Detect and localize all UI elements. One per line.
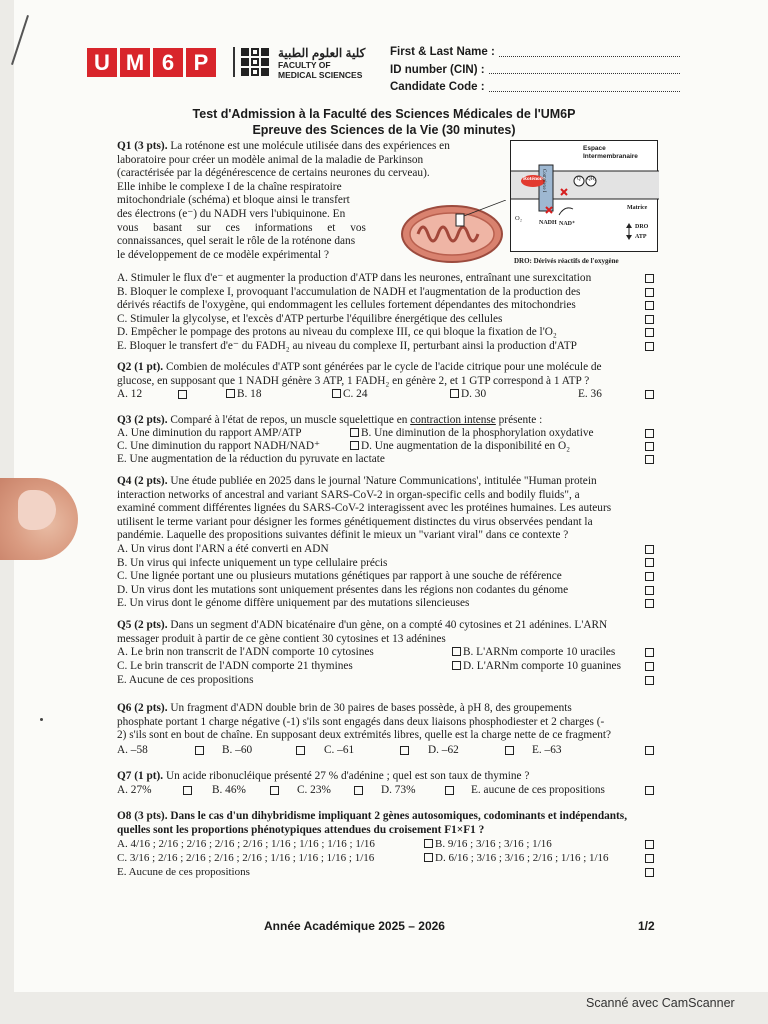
q7-option-b: B. 46% (212, 784, 246, 796)
q5-option-d[interactable]: D. L'ARNm comporte 10 guanines (452, 660, 621, 674)
id-field-label: ID number (CIN) : (390, 63, 485, 76)
q7-option-a: A. 27% (117, 784, 152, 796)
q4-checkbox-c[interactable] (645, 572, 654, 581)
ink-dot (40, 718, 43, 721)
q8-checkbox-1[interactable] (645, 840, 654, 849)
q7-stem: Q7 (1 pt). Un acide ribonucléique présenté 27 % d'adénine ; quel est son taux de thymine ? (117, 770, 530, 782)
q4-label: Q4 (2 pts). (117, 475, 168, 487)
q8-checkbox-2[interactable] (645, 854, 654, 863)
q5-checkbox-2[interactable] (645, 662, 654, 671)
exam-title (0, 106, 768, 138)
logo-letter: U (87, 48, 117, 77)
q6-checkbox-a[interactable] (195, 746, 204, 755)
q6-checkbox-c[interactable] (400, 746, 409, 755)
q1-option-d: D. Empêcher le pompage des protons au niveau du complexe III, ce qui bloque la fixation de l'O₂ (117, 326, 557, 338)
name-field-label: First & Last Name : (390, 46, 495, 58)
exam-title-sub: Epreuve des Sciences de la Vie (30 minutes) (252, 123, 516, 137)
q1-line: des électrons (e⁻) du NADH vers l'ubiquinone. En (117, 207, 346, 220)
diagram-legend: DRO: Dérivés réactifs de l'oxygène (514, 257, 619, 265)
q1-line: Elle inhibe le complexe I de la chaîne respiratoire (117, 180, 342, 193)
logo-divider (233, 47, 235, 77)
exam-title-main: Test d'Admission à la Faculté des Sciences Médicales de l'UM6P (192, 107, 576, 121)
q2-label: Q2 (1 pt). (117, 361, 164, 373)
diagram-label-espace: Espace (583, 145, 606, 152)
q4-stem: Q4 (2 pts). Une étude publiée en 2025 dans le journal 'Nature Communications', intitulée "Human protein interaction networks of ancestral and variant SARS-CoV-2 in organ-specific cells and bodily fluids", a examiné comment différentes lignées du SARS-CoV-2 interagissent avec les protéines humaines. Les auteurs utilisent le terme variant pour désigner les formes génétiquement distinctes du virus observées pendant la pandémie. Laquelle des propositions suivantes définit le mieux un "variant viral" dans ce contexte ? A. Un virus dont l'ARN a été converti en ADN B. Un virus qui infecte uniquement un type cellulaire précis C. Une lignée portant une ou plusieurs mutations génétiques par rapport à une souche de référence D. Un virus dont les mutations sont uniquement présentes dans les régions non codantes du génome E. Un virus dont le génome diffère uniquement par des mutations silencieuses (117, 475, 612, 610)
q4-checkbox-b[interactable] (645, 558, 654, 567)
q2-option-d[interactable]: D. 30 (450, 388, 486, 402)
q7-checkbox-a[interactable] (183, 786, 192, 795)
q3-option-b[interactable]: B. Une diminution de la phosphorylation oxydative (350, 427, 594, 441)
q6-checkbox-b[interactable] (296, 746, 305, 755)
faculty-name (278, 46, 365, 80)
diagram-label-atp: ATP (635, 234, 647, 240)
q4-checkbox-d[interactable] (645, 586, 654, 595)
q5-stem: Q5 (2 pts). Dans un segment d'ADN bicaténaire d'un gène, on a compté 40 cytosines et 21 adénines. L'ARN messager produit à partir de ce gène contient 30 cytosines et 13 adénines (117, 619, 608, 645)
q3-option-a: A. Une diminution du rapport AMP/ATP (117, 427, 302, 439)
q7-checkbox-b[interactable] (270, 786, 279, 795)
q6-option-c: C. –61 (324, 744, 355, 756)
diagram-label-dro: DRO (635, 224, 649, 230)
faculty-emblem-icon (241, 48, 269, 76)
q1-line: (caractérisée par la dégénérescence de certains neurones du cerveau). (117, 167, 430, 180)
q8-option-d[interactable]: D. 6/16 ; 3/16 ; 3/16 ; 2/16 ; 1/16 ; 1/16 (424, 852, 609, 866)
logo-letter: 6 (153, 48, 183, 77)
diagram-label-nad: NAD⁺ (559, 221, 576, 227)
q3-checkbox-1[interactable] (645, 429, 654, 438)
q1-option-a: A. Stimuler le flux d'e⁻ et augmenter la production d'ATP dans les neurones, entraînant une surexcitation (117, 272, 592, 284)
q2-option-c[interactable]: C. 24 (332, 388, 367, 402)
q1-label: Q1 (3 pts). (117, 140, 168, 152)
q1-line: connaissances, quel serait le rôle de la roténone dans (117, 235, 356, 248)
q3-checkbox-e[interactable] (645, 455, 654, 464)
candidate-code-field[interactable] (390, 79, 680, 97)
page-number: 1/2 (638, 919, 655, 933)
q2-option-a: A. 12 (117, 388, 143, 400)
diagram-label-matrice: Matrice (627, 205, 648, 211)
q6-option-a: A. –58 (117, 744, 148, 756)
q1-checkbox-d[interactable] (645, 328, 654, 337)
q1-line: le développement de ce modèle expérimental ? (117, 248, 330, 261)
faculty-name-line2: MEDICAL SCIENCES (278, 70, 363, 80)
academic-year: Année Académique 2025 – 2026 (264, 919, 445, 933)
q8-option-c: C. 3/16 ; 2/16 ; 2/16 ; 2/16 ; 2/16 ; 1/16 ; 1/16 ; 1/16 ; 1/16 (117, 852, 375, 864)
logo-letter: P (186, 48, 216, 77)
diagram-label-rotenone: Roténone (523, 176, 546, 182)
q1-option-b: B. Bloquer le complexe I, provoquant l'accumulation de NADH et l'augmentation de la production des (117, 285, 581, 298)
q1-checkbox-b2[interactable] (645, 301, 654, 310)
q8-checkbox-e[interactable] (645, 868, 654, 877)
q7-label: Q7 (1 pt). (117, 770, 164, 782)
q2-checkbox-a[interactable] (178, 390, 187, 399)
q4-option-c: C. Une lignée portant une ou plusieurs mutations génétiques par rapport à une souche de référence (117, 570, 562, 583)
q1-line: vous basant sur ces informations et vos (117, 221, 366, 234)
q5-option-c: C. Le brin transcrit de l'ADN comporte 21 thymines (117, 660, 353, 672)
q6-stem: Q6 (2 pts). Un fragment d'ADN double brin de 30 paires de bases possède, à pH 8, des groupements phosphate portant 1 charge négative (-1) s'ils sont engagés dans deux liaisons phosphodiester et 2 charges (- 2) s'ils sont en bout de chaîne. En supposant deux extrémités libres, quelle est la charge nette de ce fragment? (117, 702, 612, 742)
name-field[interactable] (390, 44, 680, 62)
q1-line: La roténone est une molécule utilisée dans des expériences en (167, 140, 450, 152)
diagram-label-nadh: NADH (539, 220, 557, 226)
q8-option-e: E. Aucune de ces propositions (117, 866, 250, 878)
q4-option-b: B. Un virus qui infecte uniquement un type cellulaire précis (117, 556, 388, 569)
q1-checkbox-e[interactable] (645, 342, 654, 351)
q7-option-d: D. 73% (381, 784, 416, 796)
q1-line: laboratoire pour créer un modèle animal de la maladie de Parkinson (117, 153, 424, 166)
q1-checkbox-c[interactable] (645, 315, 654, 324)
mitochondrion-illustration (398, 200, 506, 266)
q3-option-d[interactable]: D. Une augmentation de la disponibilité en O₂ (350, 440, 570, 454)
q4-option-a: A. Un virus dont l'ARN a été converti en ADN (117, 542, 329, 555)
q5-option-e: E. Aucune de ces propositions (117, 674, 254, 686)
q3-checkbox-2[interactable] (645, 442, 654, 451)
q6-option-b: B. –60 (222, 744, 253, 756)
q6-option-d: D. –62 (428, 744, 459, 756)
q2-checkbox-e[interactable] (645, 390, 654, 399)
q2-option-e: E. 36 (578, 388, 602, 400)
q2-stem: Q2 (1 pt). Combien de molécules d'ATP sont générées par le cycle de l'acide citrique pour une molécule de glucose, en supposant que 1 NADH génère 3 ATP, 1 FADH₂ en génère 2, et 1 GTP correspond à 1 ATP ? (117, 361, 602, 387)
q5-option-b[interactable]: B. L'ARNm comporte 10 uraciles (452, 646, 615, 660)
q1-option-e: E. Bloquer le transfert d'e⁻ du FADH₂ au niveau du complexe II, perturbant ainsi la production d'ATP (117, 339, 577, 352)
q6-option-e: E. –63 (532, 744, 562, 756)
q6-checkbox-e[interactable] (645, 746, 654, 755)
q7-checkbox-e[interactable] (645, 786, 654, 795)
candidate-id-block (390, 44, 680, 97)
diagram-label-complexe: Complexe I (541, 169, 546, 193)
q4-checkbox-a[interactable] (645, 545, 654, 554)
q1-options (117, 272, 591, 353)
q8-label: O8 (3 pts). (117, 810, 168, 822)
code-field-label: Candidate Code : (390, 81, 485, 93)
diagram-label-o2: O₂ (515, 215, 522, 222)
q4-option-e: E. Un virus dont le génome diffère uniquement par des mutations silencieuses (117, 597, 470, 610)
logo-letter: M (120, 48, 150, 77)
q6-label: Q6 (2 pts). (117, 702, 168, 714)
diagram-label-q: Q (577, 177, 581, 182)
diagram-label-intermembrane: Intermembranaire (583, 153, 638, 160)
q8-option-b[interactable]: B. 9/16 ; 3/16 ; 3/16 ; 1/16 (424, 838, 552, 852)
q7-option-e: E. aucune de ces propositions (471, 784, 605, 796)
q1-checkbox-b[interactable] (645, 288, 654, 297)
q3-label: Q3 (2 pts). (117, 414, 168, 426)
q3-option-e: E. Une augmentation de la réduction du pyruvate en lactate (117, 453, 385, 465)
q4-checkbox-e[interactable] (645, 599, 654, 608)
q7-option-c: C. 23% (297, 784, 331, 796)
q5-option-a: A. Le brin non transcrit de l'ADN comporte 10 cytosines (117, 646, 374, 658)
q2-option-b[interactable]: B. 18 (226, 388, 261, 402)
faculty-name-line1: FACULTY OF (278, 60, 331, 70)
respiratory-chain-diagram (510, 140, 658, 252)
q6-checkbox-d[interactable] (505, 746, 514, 755)
q5-checkbox-e[interactable] (645, 676, 654, 685)
q3-stem: Q3 (2 pts). Comparé à l'état de repos, un muscle squelettique en contraction intense présente : (117, 414, 543, 426)
q7-checkbox-d[interactable] (445, 786, 454, 795)
q1-option-c: C. Stimuler la glycolyse, et l'excès d'ATP perturbe l'équilibre énergétique des cellules (117, 312, 503, 325)
faculty-name-arabic: كلية العلوم الطبية (278, 46, 366, 60)
q8-option-a: A. 4/16 ; 2/16 ; 2/16 ; 2/16 ; 2/16 ; 1/16 ; 1/16 ; 1/16 ; 1/16 (117, 838, 375, 850)
q1-option-b-cont: dérivés réactifs de l'oxygène, qui endommagent les cellules fortement dépendantes des mitochondries (117, 299, 576, 311)
q1-line: mitochondriale (schéma) et bloque ainsi le transfert (117, 194, 350, 207)
q3-option-c: C. Une diminution du rapport NADH/NAD⁺ (117, 440, 321, 452)
q5-checkbox-1[interactable] (645, 648, 654, 657)
camscanner-watermark: Scanné avec CamScanner (586, 996, 735, 1010)
diagram-label-qh2: QH₂ (587, 177, 596, 182)
um6p-logo (87, 48, 216, 77)
q8-stem: O8 (3 pts). Dans le cas d'un dihybridisme impliquant 2 gènes autosomiques, codominants et indépendants, quelles sont les proportions phénotypiques attendues du croisement F1×F1 ? (117, 810, 628, 836)
id-number-field[interactable] (390, 62, 680, 80)
q4-option-d: D. Un virus dont les mutations sont uniquement présentes dans les régions non codantes du génome (117, 583, 569, 596)
q1-checkbox-a[interactable] (645, 274, 654, 283)
q7-checkbox-c[interactable] (354, 786, 363, 795)
q5-label: Q5 (2 pts). (117, 619, 168, 631)
